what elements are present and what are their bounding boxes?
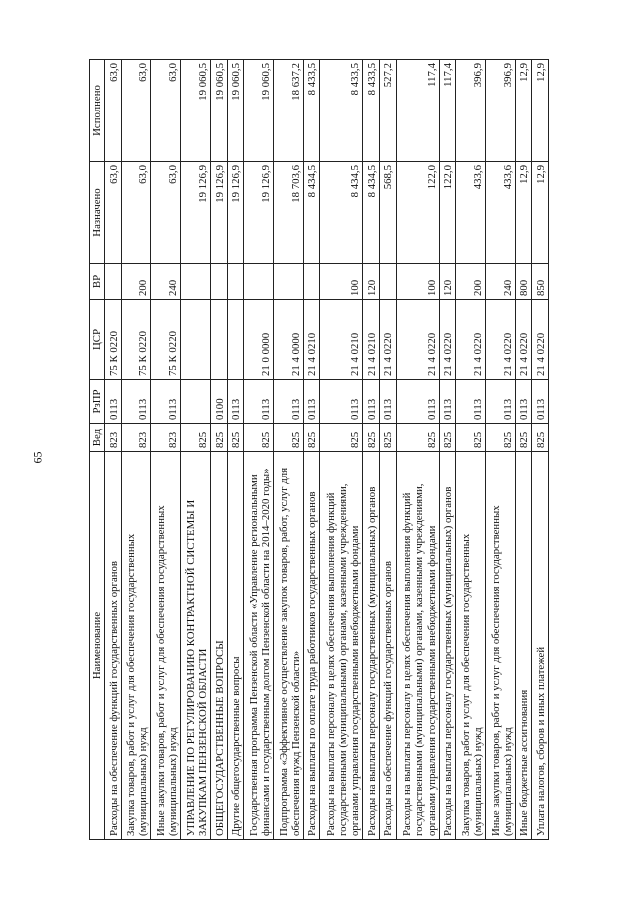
cell-rzpr: 0113 [396,380,439,424]
budget-table [89,59,549,840]
cell-vr [379,264,396,300]
cell-name: Расходы на обеспечение функций государственных органов [379,452,396,840]
cell-rzpr: 0113 [485,380,515,424]
table-row [151,60,181,840]
cell-vr [211,264,228,300]
cell-ved: 825 [181,424,211,452]
cell-rzpr: 0113 [303,380,320,424]
table-body [105,60,549,840]
table-row [485,60,515,840]
table-row [181,60,211,840]
cell-vr [105,264,122,300]
cell-executed: 8 433,5 [320,60,363,162]
cell-ved: 823 [151,424,181,452]
cell-name: Уплата налогов, сборов и иных платежей [532,452,549,840]
cell-executed: 117,4 [396,60,439,162]
cell-csr: 21 4 0220 [439,300,456,380]
cell-ved: 825 [439,424,456,452]
cell-csr [211,300,228,380]
header-executed: Исполнено [90,60,105,162]
cell-vr: 240 [151,264,181,300]
cell-csr: 21 4 0220 [532,300,549,380]
cell-assigned: 19 126,9 [211,162,228,264]
cell-csr: 21 4 0210 [363,300,380,380]
cell-ved: 825 [456,424,486,452]
cell-assigned: 8 434,5 [320,162,363,264]
cell-assigned: 19 126,9 [181,162,211,264]
header-ved: Вед [90,424,105,452]
cell-vr: 200 [121,264,151,300]
cell-ved: 825 [396,424,439,452]
cell-csr: 21 4 0210 [320,300,363,380]
cell-executed: 12,9 [532,60,549,162]
cell-rzpr: 0113 [363,380,380,424]
page-number: 65 [30,451,45,464]
cell-vr: 240 [485,264,515,300]
cell-name: УПРАВЛЕНИЕ ПО РЕГУЛИРОВАНИЮ КОНТРАКТНОЙ СИСТЕМЫ И ЗАКУПКАМ ПЕНЗЕНСКОЙ ОБЛАСТИ [181,452,211,840]
cell-assigned: 63,0 [121,162,151,264]
cell-rzpr: 0113 [105,380,122,424]
cell-ved: 825 [227,424,244,452]
cell-vr: 120 [439,264,456,300]
cell-vr: 800 [515,264,532,300]
table-row [303,60,320,840]
table-header-row [90,60,105,840]
cell-vr: 100 [320,264,363,300]
cell-name: Расходы на выплаты персоналу государственных (муниципальных) органов [363,452,380,840]
cell-vr [273,264,303,300]
cell-ved: 825 [485,424,515,452]
cell-ved: 823 [121,424,151,452]
table-rotation-frame [89,60,549,840]
cell-csr [181,300,211,380]
table-row [273,60,303,840]
cell-assigned: 8 434,5 [363,162,380,264]
cell-rzpr: 0100 [211,380,228,424]
cell-vr: 100 [396,264,439,300]
cell-csr: 21 4 0000 [273,300,303,380]
cell-csr: 21 4 0220 [456,300,486,380]
header-name: Наименование [90,452,105,840]
cell-assigned: 63,0 [151,162,181,264]
cell-assigned: 433,6 [456,162,486,264]
cell-ved: 825 [515,424,532,452]
cell-rzpr: 0113 [456,380,486,424]
table-row [439,60,456,840]
cell-name: Расходы на выплаты персоналу государственных (муниципальных) органов [439,452,456,840]
table-row [396,60,439,840]
cell-assigned: 18 703,6 [273,162,303,264]
cell-ved: 825 [320,424,363,452]
cell-executed: 396,9 [485,60,515,162]
cell-assigned: 19 126,9 [227,162,244,264]
cell-rzpr: 0113 [379,380,396,424]
cell-csr: 21 4 0220 [379,300,396,380]
cell-ved: 825 [363,424,380,452]
cell-executed: 8 433,5 [303,60,320,162]
cell-ved: 825 [303,424,320,452]
cell-assigned: 12,9 [532,162,549,264]
cell-name: Государственная программа Пензенской области «Управление региональными финансами и государственным долгом Пензенской области на 2014–2020 годы» [244,452,274,840]
cell-name: Иные закупки товаров, работ и услуг для обеспечения государственных (муниципальных) нужд [485,452,515,840]
cell-name: Иные бюджетные ассигнования [515,452,532,840]
cell-executed: 117,4 [439,60,456,162]
cell-executed: 527,2 [379,60,396,162]
cell-csr: 75 К 0220 [121,300,151,380]
cell-executed: 12,9 [515,60,532,162]
table-row [227,60,244,840]
cell-rzpr: 0113 [439,380,456,424]
table-row [363,60,380,840]
cell-assigned: 433,6 [485,162,515,264]
cell-name: Иные закупки товаров, работ и услуг для обеспечения государственных (муниципальных) нужд [151,452,181,840]
cell-csr: 21 4 0220 [396,300,439,380]
cell-csr [227,300,244,380]
header-csr: ЦСР [90,300,105,380]
cell-csr: 21 4 0220 [515,300,532,380]
table-row [244,60,274,840]
cell-ved: 825 [273,424,303,452]
cell-rzpr: 0113 [121,380,151,424]
cell-name: Расходы на выплаты персоналу в целях обеспечения выполнения функций государственными (муниципальными) органами, казенными учреждениями, органами управления государственными внебюджетными фондами [320,452,363,840]
cell-name: Расходы на обеспечение функций государственных органов [105,452,122,840]
cell-name: Подпрограмма «Эффективное осуществление закупок товаров, работ, услуг для обеспечения нужд Пензенской области» [273,452,303,840]
header-assigned: Назначено [90,162,105,264]
table-row [456,60,486,840]
cell-assigned: 12,9 [515,162,532,264]
cell-executed: 19 060,5 [211,60,228,162]
cell-assigned: 63,0 [105,162,122,264]
cell-rzpr: 0113 [532,380,549,424]
cell-rzpr: 0113 [151,380,181,424]
cell-executed: 19 060,5 [244,60,274,162]
cell-executed: 63,0 [121,60,151,162]
cell-assigned: 568,5 [379,162,396,264]
cell-vr: 850 [532,264,549,300]
cell-name: ОБЩЕГОСУДАРСТВЕННЫЕ ВОПРОСЫ [211,452,228,840]
cell-csr: 21 4 0220 [485,300,515,380]
cell-csr: 75 К 0220 [151,300,181,380]
cell-ved: 825 [379,424,396,452]
table-row [515,60,532,840]
cell-assigned: 122,0 [396,162,439,264]
cell-csr: 75 К 0220 [105,300,122,380]
cell-vr: 200 [456,264,486,300]
cell-rzpr: 0113 [227,380,244,424]
cell-rzpr [181,380,211,424]
cell-vr [227,264,244,300]
cell-name: Расходы на выплаты по оплате труда работников государственных органов [303,452,320,840]
cell-name: Закупка товаров, работ и услуг для обеспечения государственных (муниципальных) нужд [456,452,486,840]
cell-name: Другие общегосударственные вопросы [227,452,244,840]
cell-name: Закупка товаров, работ и услуг для обеспечения государственных (муниципальных) нужд [121,452,151,840]
cell-executed: 19 060,5 [181,60,211,162]
cell-executed: 19 060,5 [227,60,244,162]
cell-ved: 823 [105,424,122,452]
cell-executed: 396,9 [456,60,486,162]
cell-vr [303,264,320,300]
header-vr: ВР [90,264,105,300]
cell-name: Расходы на выплаты персоналу в целях обеспечения выполнения функций государственными (муниципальными) органами, казенными учреждениями, органами управления государственными внебюджетными фондами [396,452,439,840]
cell-assigned: 8 434,5 [303,162,320,264]
cell-executed: 63,0 [105,60,122,162]
header-rzpr: РзПР [90,380,105,424]
cell-executed: 63,0 [151,60,181,162]
cell-ved: 825 [244,424,274,452]
cell-rzpr: 0113 [320,380,363,424]
table-row [379,60,396,840]
table-row [105,60,122,840]
cell-csr: 21 4 0210 [303,300,320,380]
cell-vr [244,264,274,300]
cell-vr [181,264,211,300]
cell-csr: 21 0 0000 [244,300,274,380]
table-row [211,60,228,840]
table-row [320,60,363,840]
rotated-table-container [89,60,549,840]
cell-rzpr: 0113 [515,380,532,424]
cell-ved: 825 [532,424,549,452]
cell-assigned: 122,0 [439,162,456,264]
cell-rzpr: 0113 [244,380,274,424]
table-row [532,60,549,840]
cell-ved: 825 [211,424,228,452]
cell-vr: 120 [363,264,380,300]
cell-rzpr: 0113 [273,380,303,424]
cell-assigned: 19 126,9 [244,162,274,264]
cell-executed: 18 637,2 [273,60,303,162]
table-row [121,60,151,840]
cell-executed: 8 433,5 [363,60,380,162]
